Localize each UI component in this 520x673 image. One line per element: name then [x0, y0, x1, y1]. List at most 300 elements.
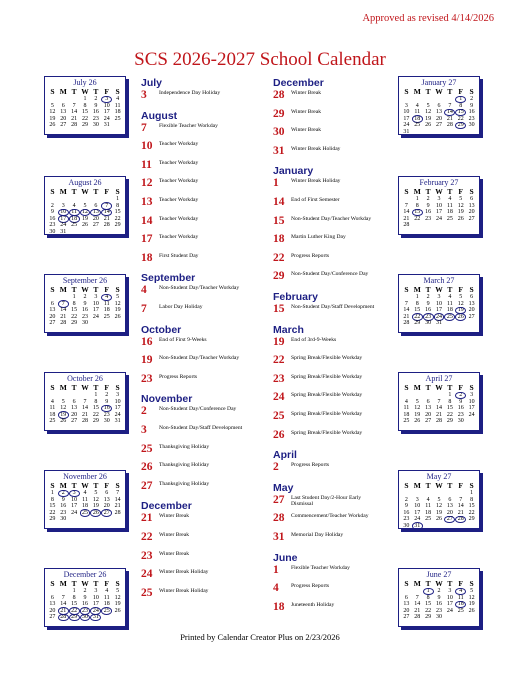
- day-number: 14: [114, 496, 121, 503]
- day-number: 13: [436, 109, 442, 116]
- day-number: 9: [437, 594, 441, 601]
- event-date: 14: [141, 214, 153, 227]
- event-date: 1: [273, 563, 279, 576]
- weekday-letter: W: [81, 285, 89, 294]
- weekday-letter: M: [59, 579, 67, 588]
- mini-calendar-title: December 26: [63, 570, 107, 579]
- day-number: 27: [60, 122, 67, 129]
- day-number: 26: [455, 314, 466, 321]
- day-number: 3: [404, 102, 408, 109]
- week-row: [45, 320, 125, 327]
- mini-calendar: [44, 568, 126, 627]
- day-number: 13: [49, 307, 56, 314]
- event-description: Last Student Day/2-Hour Early Dismissal: [291, 494, 362, 508]
- event-description: Teacher Workday: [159, 159, 199, 166]
- weekday-letter: T: [425, 87, 431, 96]
- day-number: 10: [403, 109, 410, 116]
- weekday-letter: W: [435, 285, 443, 294]
- week-row: [399, 129, 479, 136]
- day-number: 16: [82, 307, 88, 314]
- day-number: [455, 490, 466, 497]
- event-description: Winter Break: [159, 550, 190, 557]
- mini-calendar-title: February 27: [419, 178, 459, 187]
- weekday-letter: T: [425, 481, 431, 490]
- event-date: 19: [273, 335, 285, 348]
- weekday-letter: S: [469, 285, 474, 294]
- day-number: 16: [101, 405, 112, 412]
- day-number: 18: [114, 109, 121, 116]
- day-number: 28: [403, 222, 410, 229]
- weekday-letter: T: [93, 285, 99, 294]
- day-number: [466, 418, 477, 425]
- day-number: 15: [92, 405, 99, 412]
- day-number: 9: [404, 503, 408, 510]
- day-number: 29: [468, 516, 475, 523]
- weekday-letter: S: [469, 87, 474, 96]
- event-description: Winter Break: [291, 127, 322, 134]
- event-date: 23: [273, 372, 285, 385]
- day-number: 4: [426, 496, 430, 503]
- day-number: [401, 96, 412, 103]
- day-number: 5: [415, 398, 419, 405]
- event-description: Thanksgiving Holiday: [159, 462, 210, 469]
- weekday-letter: M: [413, 383, 421, 392]
- day-number: 14: [403, 209, 410, 216]
- weekday-letter: T: [447, 481, 453, 490]
- day-number: 7: [437, 398, 441, 405]
- day-number: 2: [83, 294, 87, 300]
- day-number: 12: [114, 594, 121, 601]
- event-description: Winter Break Holiday: [291, 178, 341, 185]
- day-number: 11: [114, 102, 121, 109]
- weekday-letter: M: [413, 187, 421, 196]
- weekday-letter: S: [469, 579, 474, 588]
- event-date: 30: [273, 126, 285, 139]
- week-row: [45, 307, 125, 314]
- day-number: 5: [83, 202, 87, 209]
- day-number: 27: [468, 313, 475, 320]
- week-row: [45, 301, 125, 308]
- day-number: 16: [49, 215, 56, 222]
- day-number: 13: [403, 601, 410, 608]
- event-date: 16: [141, 335, 153, 348]
- weekday-letter: T: [93, 481, 99, 490]
- day-number: 8: [116, 202, 120, 209]
- day-number: 19: [58, 412, 69, 419]
- weekday-letter: S: [404, 187, 409, 196]
- weekday-letter: S: [404, 87, 409, 96]
- day-number: 21: [114, 503, 121, 510]
- day-number: [466, 523, 477, 530]
- day-number: 22: [82, 115, 88, 122]
- day-number: 5: [459, 196, 463, 202]
- weekday-letter: F: [458, 187, 464, 196]
- event-description: Commencement/Teacher Workday: [291, 513, 369, 520]
- day-number: 7: [72, 102, 76, 109]
- day-number: [80, 516, 91, 523]
- day-number: 9: [470, 102, 474, 109]
- day-number: 4: [101, 294, 112, 301]
- day-number: [112, 320, 123, 327]
- weekday-letter: T: [425, 187, 431, 196]
- week-row: [45, 516, 125, 523]
- day-number: 11: [403, 405, 410, 412]
- week-row: [399, 601, 479, 608]
- event-date: 3: [141, 424, 147, 436]
- weekday-letter: T: [447, 383, 453, 392]
- day-number: 30: [103, 418, 110, 425]
- day-number: 20: [49, 313, 56, 320]
- event-date: 2: [273, 461, 279, 474]
- week-row: [399, 294, 479, 301]
- day-number: 23: [457, 411, 464, 418]
- week-row: [45, 122, 125, 129]
- day-number: 19: [92, 503, 99, 510]
- day-number: 16: [436, 601, 442, 608]
- day-number: 23: [82, 313, 88, 320]
- day-number: 25: [49, 418, 56, 425]
- weekday-letter: S: [115, 187, 120, 196]
- day-number: 20: [71, 411, 78, 418]
- day-number: 6: [426, 398, 430, 405]
- day-number: 21: [71, 115, 78, 122]
- day-number: [444, 129, 455, 136]
- day-number: 25: [444, 314, 455, 321]
- day-number: 4: [415, 102, 419, 109]
- day-number: 10: [468, 398, 475, 405]
- day-number: [47, 294, 58, 301]
- day-number: 17: [92, 307, 99, 314]
- mini-calendar: [398, 274, 480, 333]
- day-number: 14: [436, 405, 442, 412]
- mini-calendar: [398, 470, 480, 529]
- event-description: Teacher Workday: [159, 178, 199, 185]
- event-date: 25: [273, 410, 285, 422]
- day-number: [412, 392, 423, 399]
- day-number: 1: [423, 588, 434, 595]
- day-number: 28: [82, 418, 88, 425]
- event-description: Teacher Workday: [159, 197, 199, 203]
- week-row: [45, 595, 125, 602]
- day-number: 10: [92, 594, 99, 601]
- event-description: End of 3rd-9-Weeks: [291, 336, 337, 343]
- day-number: 11: [446, 300, 453, 307]
- day-number: 26: [468, 607, 475, 614]
- day-number: 4: [105, 588, 109, 594]
- day-number: 24: [403, 122, 410, 129]
- weekday-letter: T: [425, 383, 431, 392]
- day-number: 17: [92, 601, 99, 608]
- day-number: [47, 588, 58, 595]
- day-number: 30: [403, 522, 410, 529]
- day-number: [47, 196, 58, 203]
- day-number: 6: [437, 102, 441, 109]
- week-row: [45, 222, 125, 229]
- event-description: Spring Break/Flexible Workday: [291, 429, 363, 436]
- day-number: 15: [49, 503, 56, 510]
- day-number: 21: [82, 411, 88, 418]
- weekday-letter: W: [435, 187, 443, 196]
- day-number: 23: [80, 608, 91, 615]
- weekday-letter: W: [435, 87, 443, 96]
- day-number: 30: [468, 122, 475, 129]
- day-number: 22: [425, 607, 432, 614]
- day-number: 13: [468, 300, 475, 307]
- day-number: [444, 614, 455, 621]
- day-number: 26: [436, 516, 442, 523]
- weekday-letter: M: [59, 187, 67, 196]
- day-number: 27: [425, 418, 432, 425]
- day-number: 4: [404, 398, 408, 405]
- event-date: 25: [141, 586, 153, 599]
- day-number: 14: [457, 503, 464, 510]
- day-number: 18: [455, 601, 466, 608]
- day-number: 11: [414, 109, 421, 116]
- event-description: Flexible Teacher Workday: [291, 564, 350, 571]
- week-row: [399, 96, 479, 103]
- week-row: [399, 103, 479, 110]
- day-number: 10: [92, 300, 99, 307]
- day-number: 3: [61, 202, 65, 209]
- event-date: 27: [141, 479, 153, 492]
- day-number: [412, 490, 423, 497]
- day-number: 6: [94, 202, 98, 209]
- day-number: [112, 122, 123, 129]
- month-heading: March: [273, 323, 304, 336]
- day-number: 6: [72, 398, 76, 405]
- event-description: Spring Break/Flexible Workday: [291, 373, 363, 380]
- event-description: Non-Student Day/Staff Development: [291, 304, 375, 310]
- day-number: 12: [60, 405, 67, 412]
- day-number: 19: [114, 601, 121, 608]
- day-number: 31: [90, 614, 101, 621]
- day-number: 9: [105, 398, 109, 405]
- week-row: [45, 412, 125, 419]
- day-number: [401, 490, 412, 497]
- day-number: 21: [403, 215, 410, 222]
- weekday-letter: F: [104, 285, 110, 294]
- day-number: 14: [101, 209, 112, 216]
- day-number: 7: [58, 301, 69, 308]
- weekday-letter: S: [115, 481, 120, 490]
- day-number: 28: [103, 222, 110, 229]
- weekday-header: [399, 187, 479, 196]
- mini-calendar: [44, 470, 126, 529]
- event-date: 29: [273, 107, 285, 120]
- event-description: Winter Break Holiday: [291, 145, 341, 152]
- day-number: [90, 320, 101, 327]
- day-number: 12: [114, 300, 121, 307]
- day-number: 23: [49, 222, 56, 229]
- week-row: [399, 116, 479, 123]
- event-date: 22: [141, 531, 153, 543]
- day-number: [80, 392, 91, 399]
- day-number: 3: [437, 294, 441, 300]
- day-number: 16: [60, 503, 67, 510]
- day-number: 25: [403, 418, 410, 425]
- weekday-letter: W: [435, 579, 443, 588]
- day-number: 24: [92, 313, 99, 320]
- day-number: 1: [83, 96, 87, 102]
- day-number: [58, 588, 69, 595]
- day-number: [423, 96, 434, 103]
- day-number: 7: [404, 300, 408, 307]
- day-number: 26: [90, 510, 101, 517]
- event-date: 27: [273, 493, 285, 506]
- day-number: 22: [71, 313, 78, 320]
- day-number: 21: [60, 313, 67, 320]
- day-number: 7: [83, 398, 87, 405]
- week-row: [45, 614, 125, 621]
- day-number: 24: [414, 516, 421, 523]
- event-date: 24: [273, 391, 285, 404]
- event-date: 10: [141, 140, 153, 153]
- day-number: 1: [415, 294, 419, 300]
- day-number: 13: [103, 496, 110, 503]
- day-number: 26: [425, 122, 432, 129]
- week-row: [399, 392, 479, 399]
- weekday-header: [45, 187, 125, 196]
- weekday-header: [45, 285, 125, 294]
- event-description: Spring Break/Flexible Workday: [291, 355, 363, 362]
- day-number: 15: [414, 307, 421, 314]
- day-number: 28: [60, 320, 67, 327]
- week-row: [45, 399, 125, 406]
- event-date: 18: [273, 600, 285, 613]
- day-number: 11: [457, 594, 464, 601]
- day-number: 22: [468, 509, 475, 516]
- day-number: 1: [455, 96, 466, 103]
- week-row: [45, 209, 125, 216]
- day-number: 8: [426, 594, 430, 601]
- month-heading: May: [273, 481, 294, 494]
- week-row: [45, 96, 125, 103]
- day-number: 10: [71, 496, 78, 503]
- day-number: 24: [103, 115, 110, 122]
- day-number: 2: [94, 96, 98, 102]
- mini-calendar: [398, 176, 480, 235]
- day-number: 18: [446, 209, 453, 216]
- weekday-letter: T: [93, 383, 99, 392]
- event-description: Winter Break: [159, 513, 190, 520]
- mini-calendar: [398, 76, 480, 135]
- week-row: [45, 392, 125, 399]
- week-row: [399, 497, 479, 504]
- day-number: 16: [468, 109, 475, 116]
- day-number: 3: [116, 392, 120, 398]
- day-number: 10: [414, 503, 421, 510]
- week-row: [45, 497, 125, 504]
- day-number: 2: [437, 588, 441, 594]
- day-number: 18: [103, 307, 110, 314]
- day-number: 10: [436, 202, 442, 209]
- day-number: 1: [116, 196, 120, 202]
- month-heading: February: [273, 291, 318, 303]
- day-number: 25: [103, 313, 110, 320]
- day-number: 27: [92, 222, 99, 229]
- day-number: [434, 222, 445, 229]
- day-number: [401, 294, 412, 301]
- mini-calendar-title: September 26: [62, 276, 108, 285]
- day-number: 20: [92, 215, 99, 222]
- weekday-letter: M: [59, 87, 67, 96]
- weekday-header: [399, 579, 479, 588]
- day-number: [423, 222, 434, 229]
- event-date: 14: [273, 196, 285, 208]
- weekday-letter: S: [115, 579, 120, 588]
- day-number: 14: [403, 307, 410, 314]
- event-description: Progress Reports: [159, 373, 198, 380]
- day-number: [69, 516, 80, 523]
- event-date: 21: [141, 512, 153, 525]
- day-number: 2: [58, 490, 69, 497]
- weekday-letter: W: [81, 187, 89, 196]
- week-row: [45, 103, 125, 110]
- weekday-letter: F: [458, 285, 464, 294]
- day-number: 15: [412, 209, 423, 216]
- day-number: [69, 229, 80, 236]
- day-number: 19: [455, 307, 466, 314]
- event-description: Flexible Teacher Workday: [159, 122, 218, 129]
- day-number: 10: [436, 300, 442, 307]
- weekday-header: [399, 481, 479, 490]
- day-number: 23: [92, 115, 99, 122]
- day-number: 13: [71, 405, 78, 412]
- day-number: 24: [90, 608, 101, 615]
- event-description: Labor Day Holiday: [159, 304, 203, 310]
- day-number: 25: [446, 215, 453, 222]
- day-number: 5: [437, 496, 441, 503]
- day-number: 15: [71, 601, 78, 608]
- day-number: 27: [101, 510, 112, 517]
- event-description: Non-Student Day/Conference Day: [291, 271, 369, 278]
- day-number: 18: [69, 216, 80, 223]
- weekday-letter: S: [50, 481, 55, 490]
- week-row: [399, 196, 479, 203]
- weekday-letter: T: [447, 579, 453, 588]
- day-number: 29: [71, 320, 78, 327]
- day-number: 7: [415, 594, 419, 601]
- day-number: 1: [470, 490, 474, 496]
- day-number: 9: [83, 594, 87, 601]
- day-number: 9: [426, 202, 430, 209]
- week-row: [399, 614, 479, 621]
- event-description: Independence Day Holiday: [159, 90, 221, 96]
- day-number: 14: [60, 601, 67, 608]
- weekday-letter: T: [447, 285, 453, 294]
- day-number: [466, 222, 477, 229]
- event-date: 24: [141, 568, 153, 581]
- weekday-header: [399, 87, 479, 96]
- weekday-letter: S: [115, 87, 120, 96]
- page-title: SCS 2026-2027 School Calendar: [134, 49, 386, 70]
- day-number: 17: [58, 216, 69, 223]
- mini-calendar-title: November 26: [63, 472, 107, 481]
- day-number: 15: [446, 405, 453, 412]
- day-number: 16: [403, 509, 410, 516]
- day-number: 20: [60, 115, 67, 122]
- event-date: 28: [273, 512, 285, 525]
- weekday-letter: T: [93, 87, 99, 96]
- day-number: 11: [82, 496, 88, 503]
- day-number: 24: [114, 411, 121, 418]
- day-number: 6: [61, 102, 65, 109]
- day-number: [444, 222, 455, 229]
- day-number: 17: [71, 503, 78, 510]
- weekday-letter: T: [425, 579, 431, 588]
- weekday-letter: S: [404, 481, 409, 490]
- day-number: 12: [80, 209, 91, 216]
